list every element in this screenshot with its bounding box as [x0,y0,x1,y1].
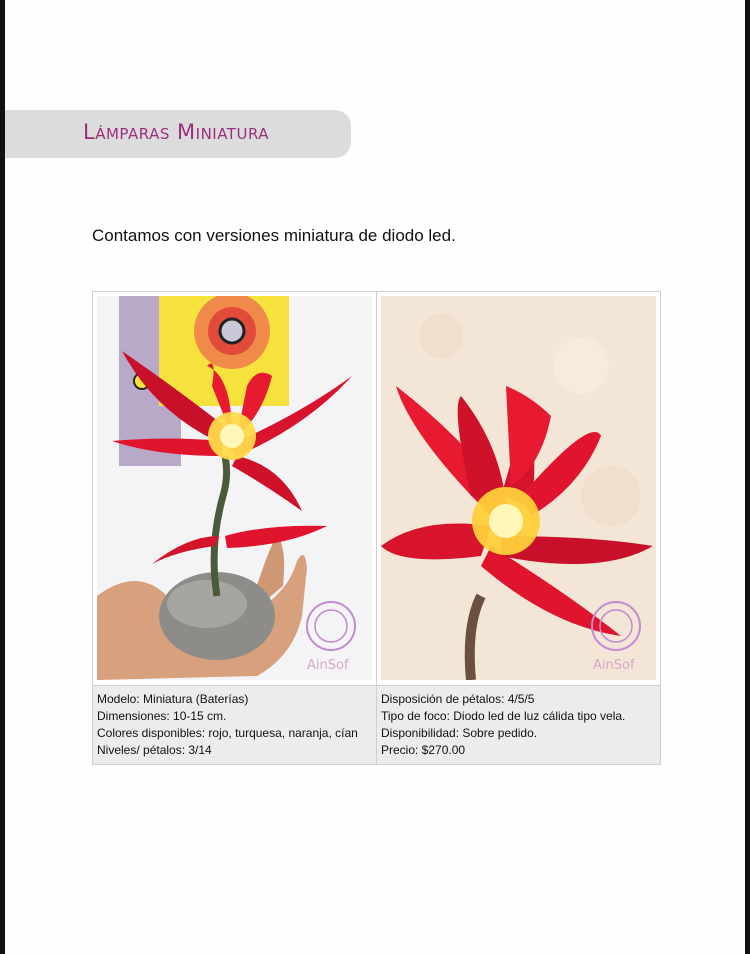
lamp-photo-hand-image [97,296,372,680]
watermark-logo: AinSof [307,658,349,673]
lamp-photo-hand [97,296,372,680]
detail-availability: Disponibilidad: Sobre pedido. [381,726,538,740]
detail-dimensions: Dimensiones: 10-15 cm. [97,709,227,723]
document-page [5,0,745,954]
detail-price: Precio: $270.00 [381,743,466,757]
details-left [93,686,377,765]
intro-text: Contamos con versiones miniatura de diodo led. [92,226,456,245]
section-title: Lámparas Miniatura [83,120,270,144]
product-table [92,291,661,765]
detail-bulb-type: Tipo de foco: Diodo led de luz cálida tipo vela. [381,709,626,723]
right-border [745,0,750,954]
detail-model: Modelo: Miniatura (Baterías) [97,692,249,706]
detail-petal-layout: Disposición de pétalos: 4/5/5 [381,692,535,706]
photo-cell-right [377,292,661,686]
details-right [377,686,661,765]
watermark-logo: AinSof [593,658,635,673]
detail-colors: Colores disponibles: rojo, turquesa, naranja, cían [97,726,358,740]
lamp-photo-closeup-image [381,296,656,680]
section-title-tab [5,110,351,158]
detail-levels: Niveles/ pétalos: 3/14 [97,743,212,757]
lamp-photo-closeup [381,296,656,680]
photo-cell-left [93,292,377,686]
